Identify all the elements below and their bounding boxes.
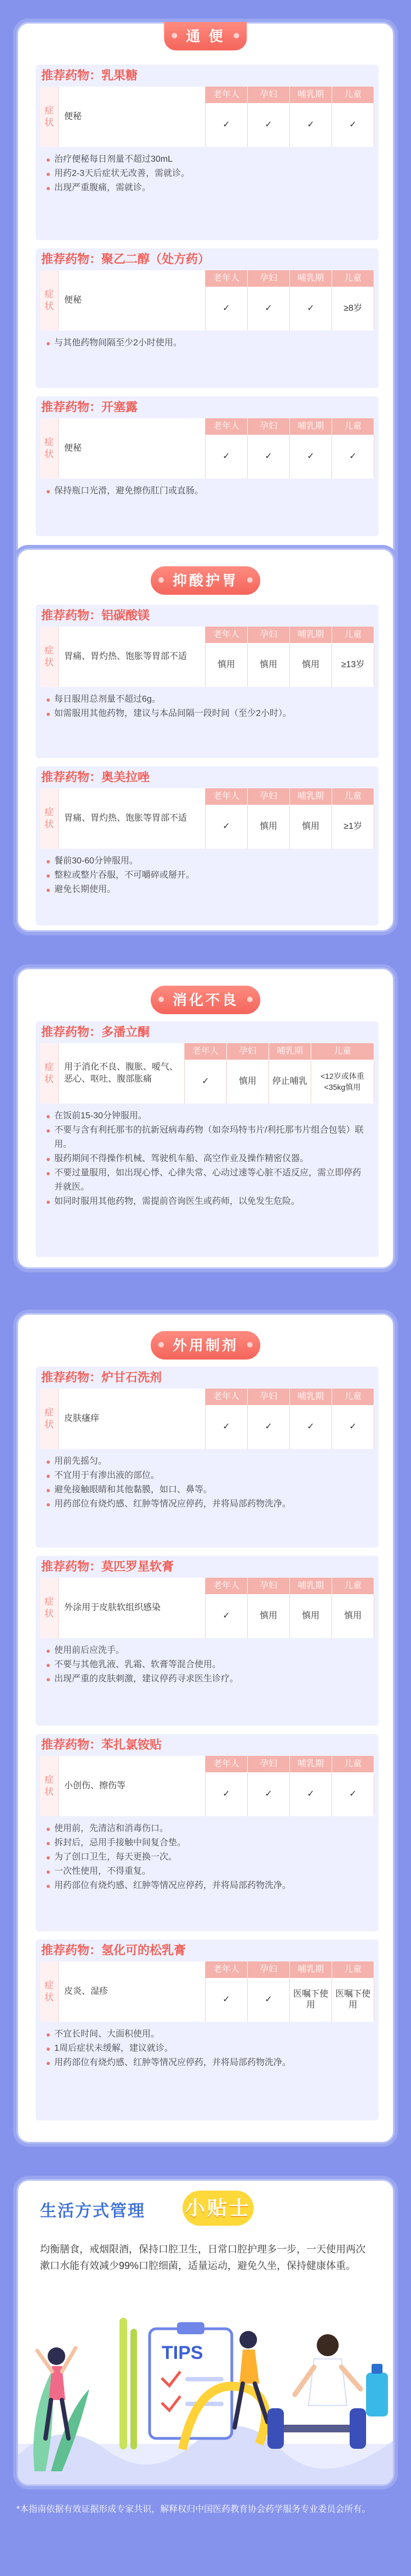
note-item: 不要与含有利托那韦的抗新冠病毒药物（如奈玛特韦片/利托那韦片组合包装）联用。: [45, 1123, 369, 1152]
col-header: 孕妇: [248, 1578, 290, 1594]
col-header: 儿童: [332, 627, 374, 643]
cell-value: ✓: [206, 103, 248, 147]
note-item: 使用前后应洗手。: [45, 1644, 369, 1658]
col-header: 老年人: [206, 788, 248, 805]
cell-value: ✓: [206, 435, 248, 479]
note-item: 用药部位有烧灼感、红肿等情况应停药，并将局部药物洗净。: [45, 1879, 369, 1893]
symptom-text: 便秘: [59, 418, 206, 479]
col-header: 哺乳期: [290, 1578, 332, 1594]
note-item: 用药2-3天后症状无改善，需就诊。: [45, 167, 369, 181]
drug-name: 炉甘石洗剂: [101, 1371, 162, 1384]
drug-name: 氢化可的松乳膏: [101, 1943, 186, 1957]
symptom-tag: 症 状: [40, 788, 59, 849]
tips-badge: 小贴士: [182, 2191, 254, 2226]
col-header: 哺乳期: [290, 270, 332, 287]
drug-notes: [40, 1104, 374, 1215]
note-item: 在饭前15-30分钟服用。: [45, 1109, 369, 1123]
cell-value: ✓: [332, 1405, 374, 1449]
col-header: 儿童: [332, 788, 374, 805]
note-item: 如同时服用其他药物，需提前咨询医生或药师，以免发生危险。: [45, 1195, 369, 1209]
col-header: 儿童: [332, 418, 374, 435]
drug-label: 推荐药物：: [41, 69, 102, 82]
cell-value: 医嘱下使用: [332, 1978, 374, 2022]
note-item: 服药期间不得操作机械、驾驶机车船、高空作业及操作精密仪器。: [45, 1152, 369, 1166]
drug-label: 推荐药物：: [41, 609, 102, 622]
note-item: 治疗便秘每日剂量不超过30mL: [45, 152, 369, 167]
cell-value: ≥8岁: [332, 287, 374, 331]
drug-notes: [40, 331, 374, 357]
col-header: 老年人: [206, 1578, 248, 1594]
col-header: 孕妇: [248, 1389, 290, 1405]
col-header: 儿童: [332, 270, 374, 287]
drug-notes: [40, 849, 374, 903]
col-header: 孕妇: [248, 1961, 290, 1978]
drug-label: 推荐药物：: [41, 1560, 102, 1573]
cell-value: ✓: [332, 435, 374, 479]
section-indigestion: [16, 968, 395, 1269]
drug-header: [36, 248, 379, 270]
drug-label: 推荐药物：: [41, 252, 102, 266]
cell-value: ✓: [206, 805, 248, 849]
section-title: 外用制剂: [151, 1331, 260, 1360]
cell-value: 慎用: [290, 643, 332, 687]
symptom-text: 皮炎、湿疹: [59, 1961, 206, 2022]
symptom-tag: 症 状: [40, 1389, 59, 1449]
drug-name: 乳果糖: [101, 69, 138, 82]
drug-notes: [40, 479, 374, 505]
col-header: 哺乳期: [290, 1389, 332, 1405]
col-header: 孕妇: [227, 1043, 269, 1060]
col-header: 哺乳期: [269, 1043, 311, 1060]
drug-header: [36, 1940, 379, 1961]
population-grid: [206, 418, 374, 479]
cell-value: ✓: [206, 1772, 248, 1816]
col-header: 老年人: [206, 1389, 248, 1405]
drug-header: [36, 1367, 379, 1389]
drug-notes: [40, 147, 374, 202]
col-header: 儿童: [332, 1756, 374, 1772]
note-item: 整粒或整片吞服，不可嚼碎或掰开。: [45, 868, 369, 883]
drug-header: [36, 1556, 379, 1578]
drug-header: [36, 396, 379, 418]
drug-card-domperidone: [36, 1021, 379, 1257]
drug-label: 推荐药物：: [41, 1371, 102, 1384]
col-header: 老年人: [206, 87, 248, 103]
note-item: 避免长期使用。: [45, 883, 369, 897]
note-item: 1周后症状未缓解，建议就诊。: [45, 2042, 369, 2056]
note-item: 出现严重的皮肤刺激，建议停药寻求医生诊疗。: [45, 1672, 369, 1686]
symptom-tag: 症 状: [40, 418, 59, 479]
tips-title: 生活方式管理: [40, 2202, 145, 2220]
col-header: 儿童: [332, 87, 374, 103]
drug-name: 莫匹罗星软膏: [101, 1560, 174, 1573]
note-item: 不宜用于有渗出液的部位。: [45, 1469, 369, 1483]
footnote: *本指南依据有效证据形成专家共识，解释权归中国医药教育协会药学服务专业委员会所有。: [16, 2505, 371, 2514]
symptom-text: 便秘: [59, 270, 206, 331]
cell-value: 慎用: [227, 1060, 269, 1104]
population-grid: [206, 1961, 374, 2022]
symptom-text: 用于消化不良、腹胀、嗳气、恶心、呕吐、腹部胀痛: [59, 1043, 185, 1104]
cell-value: ✓: [290, 1405, 332, 1449]
note-item: 使用前，先清洁和消毒伤口。: [45, 1822, 369, 1836]
cell-value: 医嘱下使用: [290, 1978, 332, 2022]
drug-table: [40, 1756, 374, 1816]
section-tongbian: [16, 22, 395, 570]
symptom-text: 便秘: [59, 87, 206, 147]
symptom-text: 外涂用于皮肤软组织感染: [59, 1578, 206, 1638]
cell-value: 慎用: [248, 805, 290, 849]
cell-value: ✓: [206, 1978, 248, 2022]
drug-header: [36, 1734, 379, 1756]
drug-card-glycerin: [36, 396, 379, 536]
col-header: 哺乳期: [290, 627, 332, 643]
col-header: 孕妇: [248, 87, 290, 103]
col-header: 老年人: [185, 1043, 227, 1060]
drug-header: [36, 65, 379, 87]
cell-value: ✓: [248, 1405, 290, 1449]
drug-card-omeprazole: [36, 766, 379, 925]
drug-name: 苯扎氯铵贴: [101, 1738, 162, 1752]
drug-label: 推荐药物：: [41, 1025, 102, 1039]
drug-table: [40, 1389, 374, 1449]
section-title: 消化不良: [151, 986, 260, 1014]
cell-value: ✓: [290, 435, 332, 479]
drug-notes: [40, 1816, 374, 1900]
drug-table: [40, 788, 374, 849]
population-grid: [206, 627, 374, 687]
symptom-tag: 症 状: [40, 1578, 59, 1638]
symptom-tag: 症 状: [40, 1043, 59, 1104]
cell-value: 停止哺乳: [269, 1060, 311, 1104]
drug-table: [40, 87, 374, 147]
drug-name: 奥美拉唑: [101, 770, 150, 784]
cell-value: ✓: [290, 1772, 332, 1816]
population-grid: [206, 1578, 374, 1638]
col-header: 儿童: [332, 1961, 374, 1978]
section-title: 抑酸护胃: [151, 566, 260, 595]
drug-table: [40, 1578, 374, 1638]
col-header: 哺乳期: [290, 1961, 332, 1978]
population-grid: [185, 1043, 374, 1104]
drug-table: [40, 1961, 374, 2022]
section-topical: [16, 1313, 395, 2143]
col-header: 哺乳期: [290, 418, 332, 435]
tips-text: 均衡膳食，戒烟限酒，保持口腔卫生，日常口腔护理多一步，一天使用两次漱口水能有效减少99%口腔细菌，适量运动，避免久坐，保持健康体重。: [40, 2244, 366, 2271]
symptom-text: 小创伤、擦伤等: [59, 1756, 206, 1816]
drug-card-calamine: [36, 1367, 379, 1548]
note-item: 避免接触眼睛和其他黏膜，如口、鼻等。: [45, 1483, 369, 1497]
population-grid: [206, 1389, 374, 1449]
cell-value: ≥1岁: [332, 805, 374, 849]
cell-value: ✓: [290, 287, 332, 331]
cell-value: ≥13岁: [332, 643, 374, 687]
symptom-tag: 症 状: [40, 627, 59, 687]
cell-value: 慎用: [332, 1594, 374, 1638]
drug-header: [36, 1021, 379, 1043]
tips-board-label: TIPS: [162, 2342, 203, 2363]
symptom-tag: 症 状: [40, 1756, 59, 1816]
col-header: 哺乳期: [290, 1756, 332, 1772]
cell-value: ✓: [248, 287, 290, 331]
drug-table: [40, 418, 374, 479]
col-header: 孕妇: [248, 418, 290, 435]
col-header: 老年人: [206, 1961, 248, 1978]
cell-value: ✓: [290, 103, 332, 147]
symptom-text: 胃痛、胃灼热、饱胀等胃部不适: [59, 788, 206, 849]
population-grid: [206, 270, 374, 331]
cell-value: 慎用: [206, 643, 248, 687]
mouthwash-bottle-icon: [366, 2373, 388, 2416]
drug-card-lactulose: [36, 65, 379, 240]
cell-value: ✓: [185, 1060, 227, 1104]
symptom-text: 皮肤瘙痒: [59, 1389, 206, 1449]
col-header: 哺乳期: [290, 788, 332, 805]
cell-value: ✓: [206, 287, 248, 331]
cell-value: ✓: [332, 1772, 374, 1816]
cell-value: 慎用: [248, 643, 290, 687]
note-item: 不要过量服用，如出现心悸、心律失常、心动过速等心脏不适反应，需立即停药并就医。: [45, 1166, 369, 1195]
tips-section: [16, 2179, 395, 2486]
col-header: 孕妇: [248, 627, 290, 643]
cell-value: ✓: [206, 1594, 248, 1638]
col-header: 孕妇: [248, 270, 290, 287]
drug-label: 推荐药物：: [41, 1738, 102, 1752]
note-item: 保持瓶口光滑，避免擦伤肛门或直肠。: [45, 484, 369, 498]
cell-value: ✓: [248, 1772, 290, 1816]
drug-card-hydrocortisone: [36, 1940, 379, 2120]
drug-label: 推荐药物：: [41, 770, 102, 784]
drug-notes: [40, 1449, 374, 1518]
tips-illustration: [18, 2307, 395, 2486]
drug-card-hydrotalcite: [36, 605, 379, 758]
cell-value: ✓: [206, 1405, 248, 1449]
col-header: 哺乳期: [290, 87, 332, 103]
drug-label: 推荐药物：: [41, 400, 102, 414]
drug-name: 聚乙二醇（处方药）: [101, 252, 210, 266]
drug-notes: [40, 687, 374, 727]
drug-name: 开塞露: [101, 400, 138, 414]
col-header: 孕妇: [248, 1756, 290, 1772]
note-item: 不要与其他乳液、乳霜、软膏等混合使用。: [45, 1658, 369, 1672]
drug-table: [40, 270, 374, 331]
drug-name: 铝碳酸镁: [101, 609, 150, 622]
note-item: 用药部位有烧灼感、红肿等情况应停药，并将局部药物洗净。: [45, 2056, 369, 2070]
note-item: 如需服用其他药物，建议与本品间隔一段时间（至少2小时）。: [45, 707, 369, 721]
note-item: 出现严重腹痛，需就诊。: [45, 181, 369, 195]
symptom-tag: 症 状: [40, 1961, 59, 2022]
col-header: 孕妇: [248, 788, 290, 805]
drug-name: 多潘立酮: [101, 1025, 150, 1039]
section-acid: [16, 548, 395, 932]
cell-value: ✓: [248, 1978, 290, 2022]
drug-notes: [40, 2022, 374, 2077]
cell-value: <12岁或体重<35kg慎用: [311, 1060, 374, 1104]
symptom-tag: 症 状: [40, 270, 59, 331]
symptom-text: 胃痛、胃灼热、饱胀等胃部不适: [59, 627, 206, 687]
drug-notes: [40, 1638, 374, 1693]
population-grid: [206, 87, 374, 147]
drug-table: [40, 1043, 374, 1104]
col-header: 老年人: [206, 418, 248, 435]
drug-card-mupirocin: [36, 1556, 379, 1726]
drug-card-peg: [36, 248, 379, 388]
note-item: 不宜长时间、大面积使用。: [45, 2027, 369, 2042]
note-item: 餐前30-60分钟服用。: [45, 854, 369, 868]
symptom-tag: 症 状: [40, 87, 59, 147]
note-item: 与其他药物间隔至少2小时使用。: [45, 336, 369, 350]
note-item: 每日服用总剂量不超过6g。: [45, 692, 369, 707]
col-header: 儿童: [332, 1389, 374, 1405]
note-item: 拆封后，忌用手接触中间复合垫。: [45, 1836, 369, 1850]
col-header: 老年人: [206, 627, 248, 643]
drug-label: 推荐药物：: [41, 1943, 102, 1957]
col-header: 老年人: [206, 1756, 248, 1772]
drug-table: [40, 627, 374, 687]
drug-card-benzalkonium: [36, 1734, 379, 1931]
note-item: 用药部位有烧灼感、红肿等情况应停药，并将局部药物洗净。: [45, 1497, 369, 1511]
population-grid: [206, 788, 374, 849]
cell-value: ✓: [332, 103, 374, 147]
note-item: 用前先摇匀。: [45, 1454, 369, 1469]
cell-value: ✓: [248, 103, 290, 147]
drug-header: [36, 605, 379, 627]
col-header: 儿童: [332, 1578, 374, 1594]
col-header: 儿童: [311, 1043, 374, 1060]
col-header: 老年人: [206, 270, 248, 287]
section-title: 通 便: [164, 22, 247, 50]
cell-value: 慎用: [248, 1594, 290, 1638]
cell-value: 慎用: [290, 1594, 332, 1638]
cell-value: ✓: [248, 435, 290, 479]
population-grid: [206, 1756, 374, 1816]
note-item: 为了创口卫生，每天更换一次。: [45, 1850, 369, 1864]
drug-header: [36, 766, 379, 788]
note-item: 一次性使用，不得重复。: [45, 1864, 369, 1879]
cell-value: 慎用: [290, 805, 332, 849]
